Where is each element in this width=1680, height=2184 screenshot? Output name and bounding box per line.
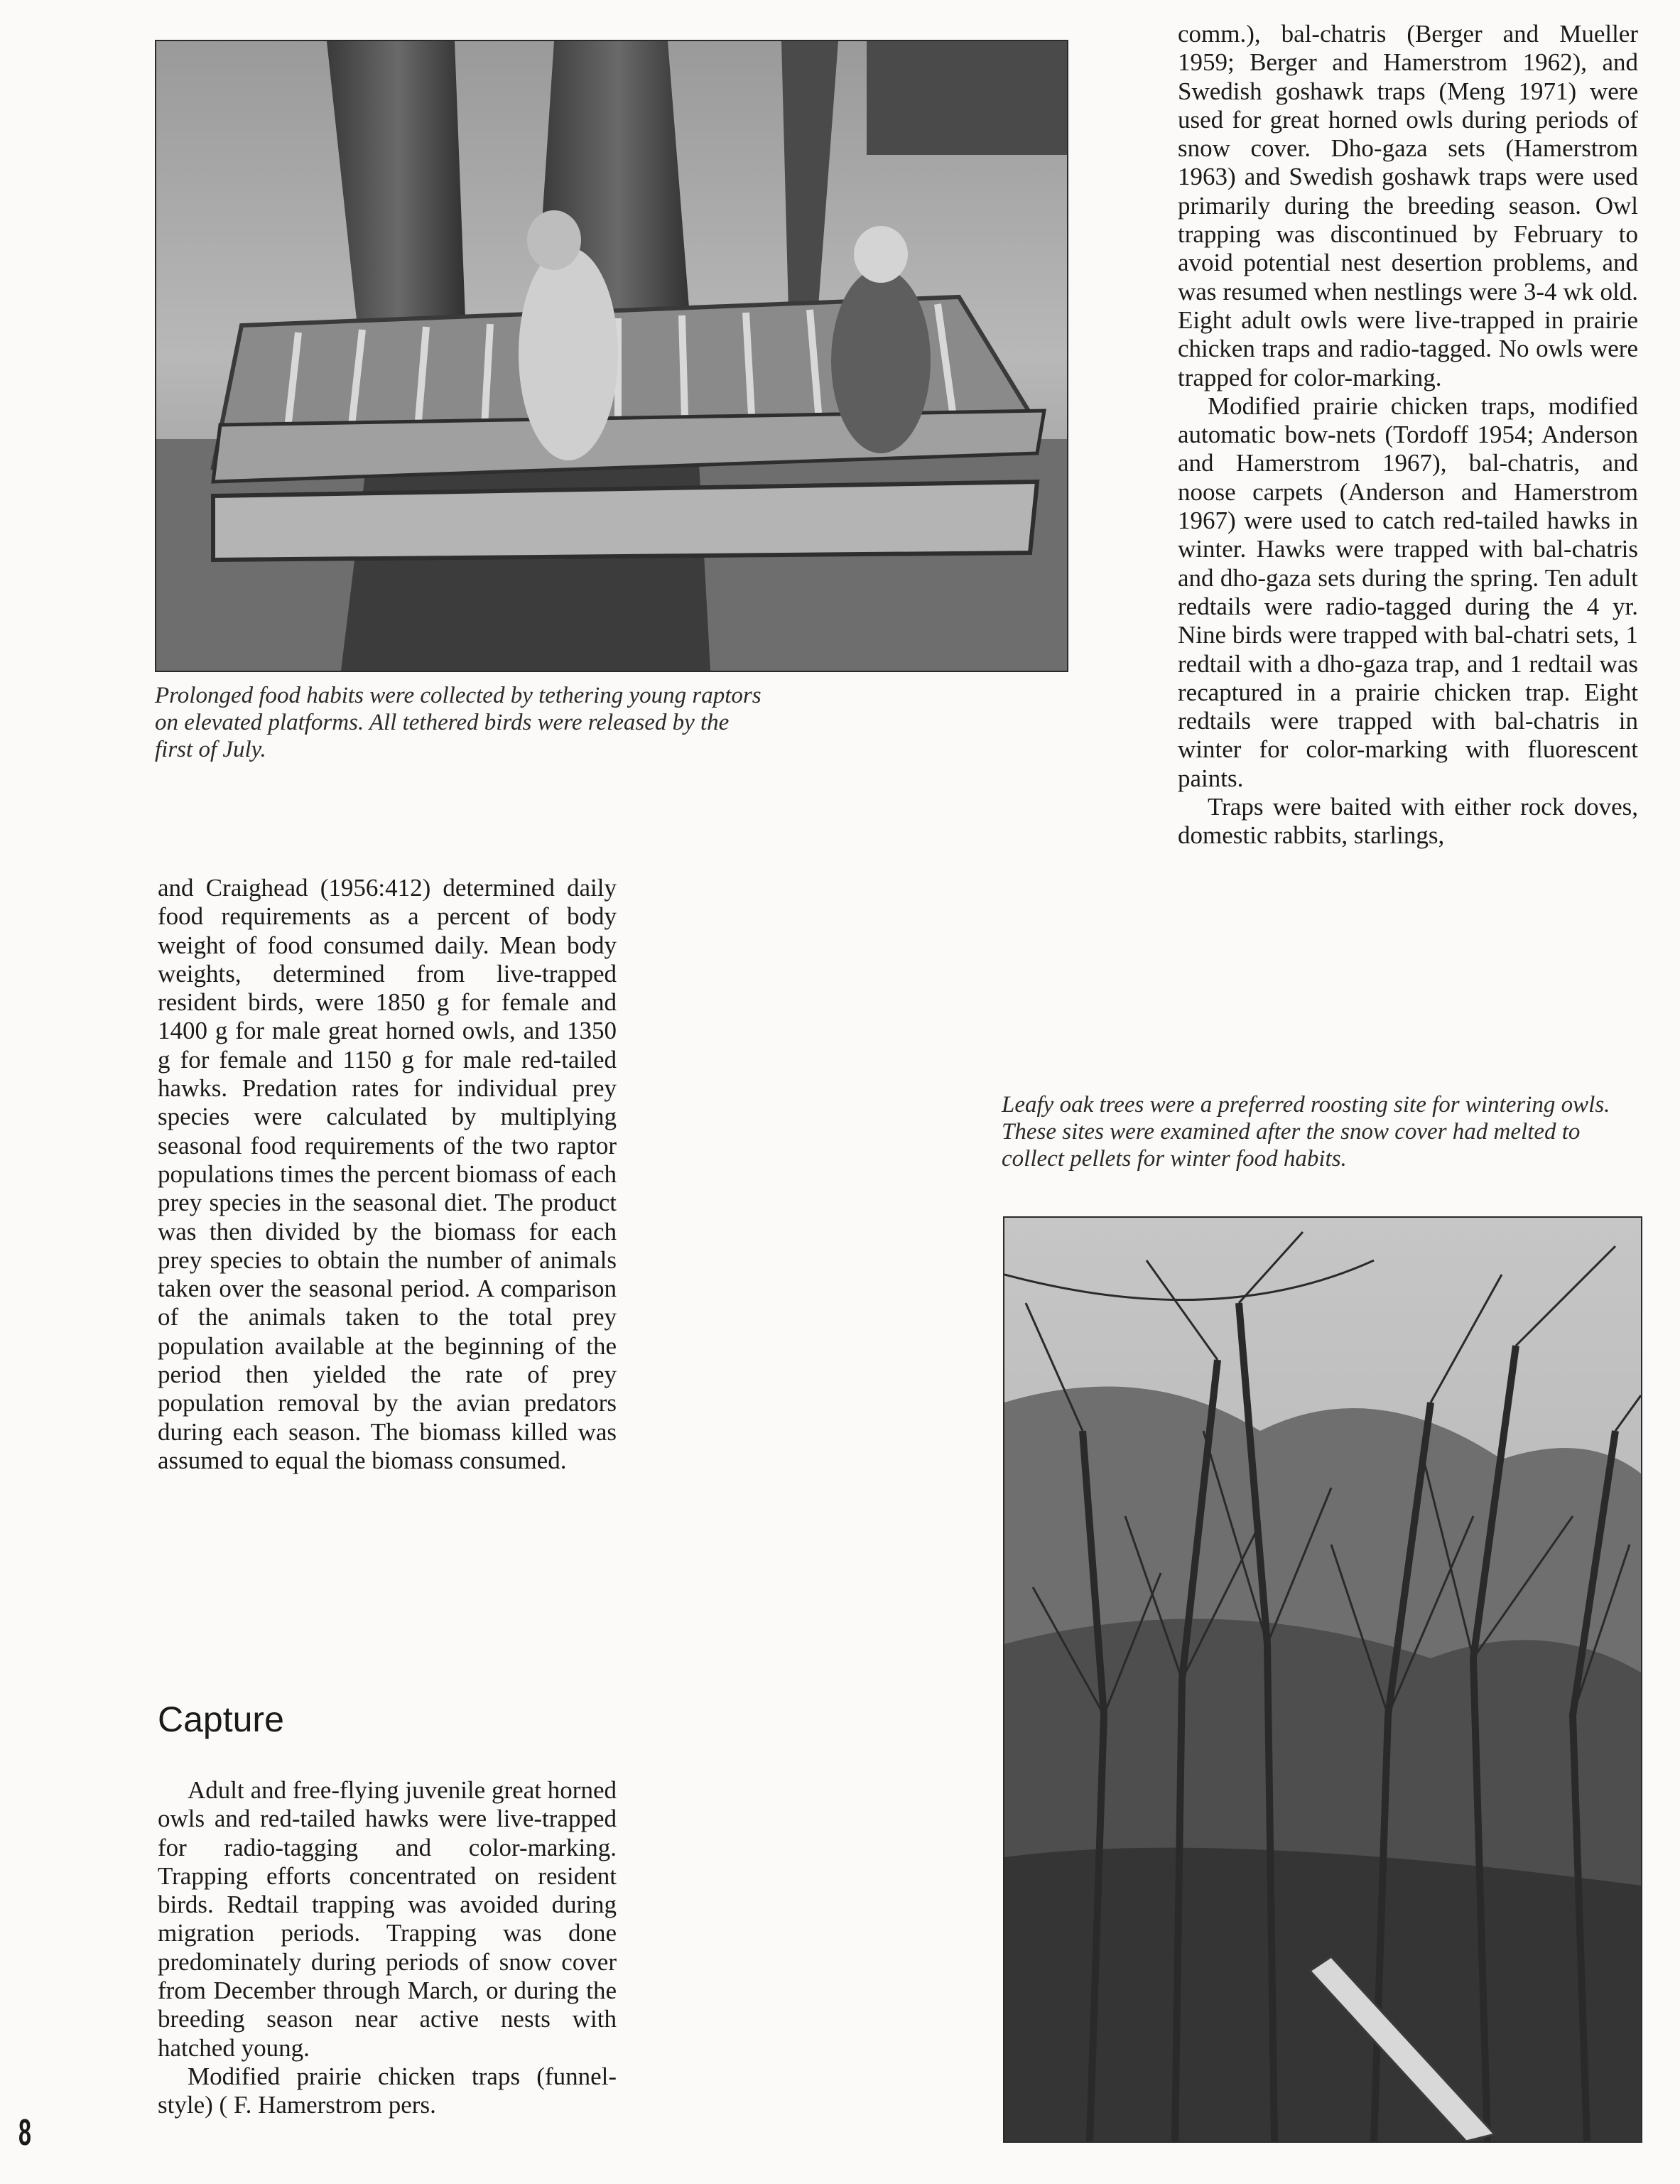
right-paragraph-1: comm.), bal-chatris (Berger and Mueller 1959; Berger and Hamerstrom 1962), and Swedish goshawk traps (Meng 1971) were used for great horned owls during periods of snow cover. Dho-gaza sets (Hamerstrom 1963) and Swedish goshawk traps were used primarily during the breeding season. Owl trapping was discontinued by February to avoid potential nest desertion problems, and was resumed when nestlings were 3-4 wk old. Eight adult owls were live-trapped in prairie chicken traps and radio-tagged. No owls were trapped for color-marking. xyxy=(1178,20,1638,391)
platform-photo-caption: Prolonged food habits were collected by tethering young raptors on elevated platforms. All tethered birds were released by the first of July. xyxy=(155,683,762,762)
left-top-paragraph: and Craighead (1956:412) determined daily food requirements as a percent of body weight of food consumed daily. Mean body weights, determined from live-trapped resident birds, were 1850 g for female and 1400 g for male great horned owls, and 1350 g for female and 1150 g for male red-tailed hawks. Predation rates for individual prey species were calculated by multiplying seasonal food requirements of the two raptor populations times the percent biomass of each prey species in the seasonal diet. The product was then divided by the biomass for each prey species to obtain the number of animals taken over the seasonal period. A comparison of the animals taken to the total prey population available at the beginning of the period then yielded the rate of prey population removal by the avian predators during each season. The biomass killed was assumed to equal the biomass consumed. xyxy=(158,874,617,1474)
capture-paragraph-2: Modified prairie chicken traps (funnel-style) ( F. Hamerstrom pers. xyxy=(158,2062,617,2119)
platform-photo xyxy=(155,40,1068,672)
oak-trees-photo-image xyxy=(1004,1218,1641,2141)
page-number: 8 xyxy=(18,2112,31,2153)
right-paragraph-3: Traps were baited with either rock doves, domestic rabbits, starlings, xyxy=(1178,793,1638,850)
right-paragraph-2: Modified prairie chicken traps, modified automatic bow-nets (Tordoff 1954; Anderson and Hamerstrom 1967), bal-chatris, and noose carpets (Anderson and Hamerstrom 1967) were used to catch red-tailed hawks in winter. Hawks were trapped with bal-chatris and dho-gaza sets during the spring. Ten adult redtails were radio-tagged during the 4 yr. Nine birds were trapped with bal-chatri sets, 1 redtail with a dho-gaza trap, and 1 redtail was recaptured in a prairie chicken trap. Eight redtails were trapped with bal-chatris in winter for color-marking with fluorescent paints. xyxy=(1178,391,1638,792)
oak-trees-photo xyxy=(1003,1216,1642,2143)
platform-photo-image xyxy=(156,41,1067,671)
left-column-text xyxy=(158,874,617,1475)
oak-photo-caption: Leafy oak trees were a preferred roosting site for wintering owls. These sites were examined after the snow cover had melted to collect pellets for winter food habits. xyxy=(1002,1092,1610,1172)
capture-paragraph-1: Adult and free-flying juvenile great horned owls and red-tailed hawks were live-trapped for radio-tagging and color-marking. Trapping efforts concentrated on resident birds. Redtail trapping was avoided during migration periods. Trapping was done predominately during periods of snow cover from December through March, or during the breeding season near active nests with hatched young. xyxy=(158,1776,617,2062)
capture-section-text xyxy=(158,1776,617,2120)
section-heading-capture: Capture xyxy=(158,1699,284,1739)
right-column-text xyxy=(1178,20,1638,850)
